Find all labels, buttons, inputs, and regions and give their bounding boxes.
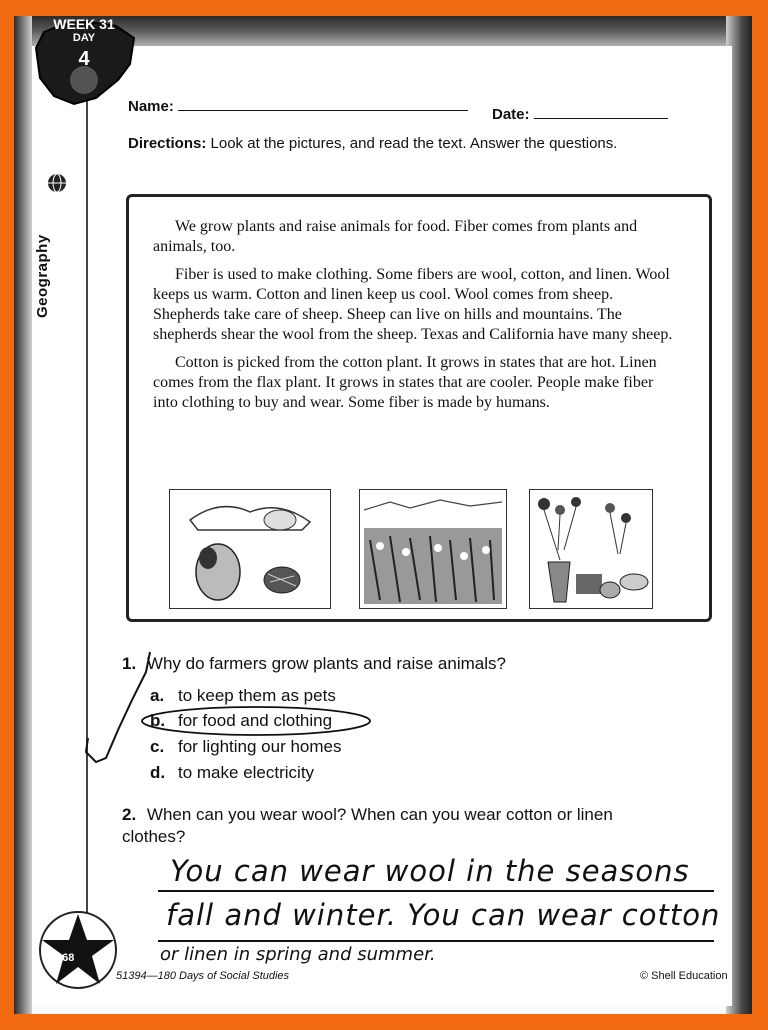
subject-label: Geography [34,234,51,318]
day-label: DAY [72,32,96,44]
question-number: 1. [122,654,137,673]
directions-text: Look at the pictures, and read the text. Answer the questions. [206,135,618,152]
directions-label: Directions: [128,135,207,152]
handwritten-answer-line: You can wear wool in the seasons [170,854,690,888]
name-label: Name: [128,98,174,115]
answer-line [158,940,714,942]
book-title: 51394—180 Days of Social Studies [116,970,290,982]
name-field[interactable] [128,96,468,115]
publisher: © Shell Education [640,970,728,982]
question-number: 2. [122,805,137,824]
option-letter: c. [150,737,165,756]
option-text: for lighting our homes [178,737,342,756]
margin-line [86,30,88,960]
passage-paragraph: Cotton is picked from the cotton plant. It grows in states that are hot. Linen comes from the flax plant. It grows in states that are cooler. People make fiber into clothing to buy and wear. Some fiber is made by humans. [153,354,657,411]
handwritten-answer-line: fall and winter. You can wear cotton [166,898,721,932]
cotton-field-illustration [359,489,507,609]
day-number: 4 [78,48,90,70]
option-b[interactable] [150,711,332,731]
option-letter: a. [150,686,165,705]
week-label: WEEK 31 [53,16,115,32]
option-text: to make electricity [178,763,315,782]
answer-line [158,890,714,892]
globe-icon [46,172,68,194]
question-text: When can you wear wool? When can you wear cotton or linen clothes? [122,805,613,846]
sheep-illustration [169,489,331,609]
question-1 [122,654,506,674]
handwritten-answer-line: or linen in spring and summer. [160,944,436,965]
question-2 [122,804,662,848]
directions [128,134,628,153]
page-number: 168 [56,952,75,964]
option-text: to keep them as pets [178,686,336,705]
option-a[interactable] [150,686,336,706]
option-c[interactable] [150,737,341,757]
option-letter: b. [150,711,166,730]
flax-linen-illustration [529,489,653,609]
reading-passage [126,194,712,622]
passage-paragraph: Fiber is used to make clothing. Some fibers are wool, cotton, and linen. Wool keeps us warm. Cotton and linen keep us cool. Wool comes from sheep. Shepherds take care of sheep. Sheep can live on hills and mountains. The shepherds shear the wool from the sheep. Texas and California have many sheep. [153,266,673,343]
option-d[interactable] [150,763,314,783]
name-line [178,96,468,111]
date-line [534,104,668,119]
shadow-edge [14,16,32,1014]
question-text: Why do farmers grow plants and raise animals? [146,654,506,673]
date-label: Date: [492,106,530,123]
star-icon [38,910,118,990]
passage-paragraph: We grow plants and raise animals for food. Fiber comes from plants and animals, too. [153,218,638,255]
option-text: for food and clothing [178,711,333,730]
option-letter: d. [150,763,166,782]
date-field[interactable] [492,104,668,123]
